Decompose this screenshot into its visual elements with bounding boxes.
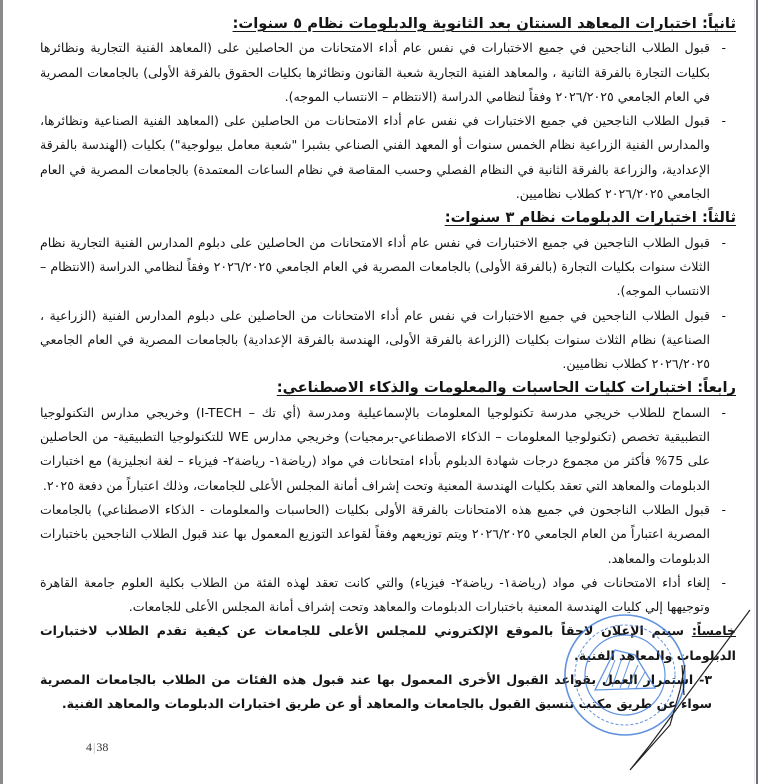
- list-item: [40, 304, 736, 377]
- page-separator: |: [93, 740, 96, 754]
- list-item-text: قبول الطلاب الناجحين في جميع الاختبارات في نفس عام أداء الامتحانات من الحاصلين على دبلوم المدارس الفنية (الزراعية ، الصناعية) نظام الثلاث سنوات بكليات (الزراعة بالفرقة الأولى، الهندسة بالفرقة الإعدادية) بالجامعات المصرية في العام الجامعي ٢٠٢٦/٢٠٢٥ كطلاب نظاميين.: [40, 307, 710, 372]
- bullet-dash: -: [721, 404, 726, 420]
- clause-three-label: ٣-: [699, 672, 712, 688]
- page-right-edge: [754, 0, 755, 784]
- bullet-dash: -: [721, 40, 726, 56]
- section-heading-third: ثالثاً: اختبارات الدبلومات نظام ٣ سنوات:: [444, 209, 736, 227]
- page-number: [86, 740, 108, 755]
- list-item-text: السماح للطلاب خريجي مدرسة تكنولوجيا المعلومات بالإسماعيلية ومدرسة (أي تك – I-TECH) وخريجي مدارس التكنولوجيا التطبيقية تخصص (تكنولوجيا المعلومات – الذكاء الاصطناعي-برمجيات) وخريجي مدارس WE للتكنولوجيا التطبيقية- من الحاصلين على 75% فأكثر من مجموع درجات شهادة الدبلوم بأداء امتحانات في مواد (رياضة١- رياضة٢- فيزياء – لغة انجليزية) مع اختبارات الدبلومات والمعاهد التي تعقد بكليات الهندسة المعنية وتحت إشراف أمانة المجلس الأعلى للجامعات، وذلك اعتباراً من دفعة ٢٠٢٥.: [40, 404, 711, 493]
- clause-three: [40, 668, 736, 717]
- bullet-dash: -: [721, 307, 726, 323]
- bullet-dash: -: [721, 574, 726, 590]
- section-fifth-text: سيتم الإعلان لاحقاً بالموقع الإلكتروني للمجلس الأعلى للجامعات عن كيفية تقدم الطلاب لاختبارات الدبلومات والمعاهد الفنية.: [40, 623, 736, 663]
- section-fifth-label: خامساً:: [691, 623, 736, 639]
- section-heading-fourth: رابعاً: اختبارات كليات الحاسبات والمعلومات والذكاء الاصطناعي:: [276, 379, 736, 397]
- list-item: [40, 36, 736, 109]
- list-item-text: قبول الطلاب الناجحين في جميع الاختبارات في نفس عام أداء الامتحانات من الحاصلين على (المعاهد الفنية التجارية ونظائرها بكليات التجارة بالفرقة الثانية ، والمعاهد الفنية التجارية شعبة القانون ونظائرها بكليات الحقوق بالفرقة الأولى) بالجامعات المصرية في العام الجامعي ٢٠٢٦/٢٠٢٥ وفقاً لنظامي الدراسة (الانتظام – الانتساب الموجه).: [40, 40, 710, 104]
- list-item: [40, 498, 736, 571]
- list-item-text: قبول الطلاب الناجحين في جميع الاختبارات في نفس عام أداء الامتحانات من الحاصلين على دبلوم المدارس الفنية التجارية نظام الثلاث سنوات بكليات التجارة (بالفرقة الأولى) بالجامعات المصرية في العام الجامعي ٢٠٢٦/٢٠٢٥ وفقاً لنظامي الدراسة (الانتظام – الانتساب الموجه).: [40, 234, 710, 299]
- page-total: 38: [96, 740, 109, 754]
- bullet-dash: -: [721, 113, 726, 129]
- page-current: 4: [86, 740, 92, 754]
- list-item-text: قبول الطلاب الناجحين في جميع الاختبارات في نفس عام أداء الامتحانات من الحاصلين على (المعاهد الفنية الصناعية ونظائرها، والمدارس الفنية الزراعية نظام الخمس سنوات أو المعهد الفني الصناعي بشبرا "شعبة معامل بيولوجية") بكليات (الهندسة بالفرقة الإعدادية، والزراعة بالفرقة الثانية في النظام الفصلي وحسب المقاصة في نظام الساعات المعتمدة) بالجامعات المصرية في العام الجامعي ٢٠٢٦/٢٠٢٥ كطلاب نظاميين.: [40, 113, 710, 202]
- bullet-dash: -: [721, 501, 726, 517]
- list-item: [40, 571, 736, 620]
- list-item-text: قبول الطلاب الناجحون في جميع هذه الامتحانات بالفرقة الأولى بكليات (الحاسبات والمعلومات - الذكاء الاصطناعي) بالجامعات المصرية اعتباراً من العام الجامعي ٢٠٢٦/٢٠٢٥ ويتم توزيعهم وفقاً لقواعد التوزيع المعمول بها عند قبول الطلاب الناجحين باختبارات الدبلومات والمعاهد.: [40, 501, 710, 566]
- section-fifth: [40, 619, 736, 668]
- viewer-left-border: [0, 0, 3, 784]
- list-item: [40, 401, 736, 498]
- list-item-text: إلغاء أداء الامتحانات في مواد (رياضة١- رياضة٢- فيزياء) والتي كانت تعقد لهذه الفئة من الطلاب بكلية العلوم جامعة القاهرة وتوجيهها إلي كليات الهندسة المعنية باختبارات الدبلومات والمعاهد وتحت إشراف أمانة المجلس الأعلى للجامعات.: [40, 574, 710, 615]
- document-page: [40, 12, 736, 717]
- bullet-dash: -: [721, 234, 726, 250]
- clause-three-text: استمرار العمل بقواعد القبول الأخرى المعمول بها عند قبول هذه الفئات من الطلاب بالجامعات المصرية سواء عن طريق مكتب تنسيق القبول بالجامعات والمعاهد أو عن طريق اختبارات الدبلومات والمعاهد الفنية.: [40, 672, 712, 712]
- list-item: [40, 109, 736, 206]
- section-heading-second: ثانياً: اختبارات المعاهد السنتان بعد الثانوية والدبلومات نظام ٥ سنوات:: [232, 15, 736, 32]
- viewer-right-border: [756, 0, 761, 784]
- list-item: [40, 231, 736, 304]
